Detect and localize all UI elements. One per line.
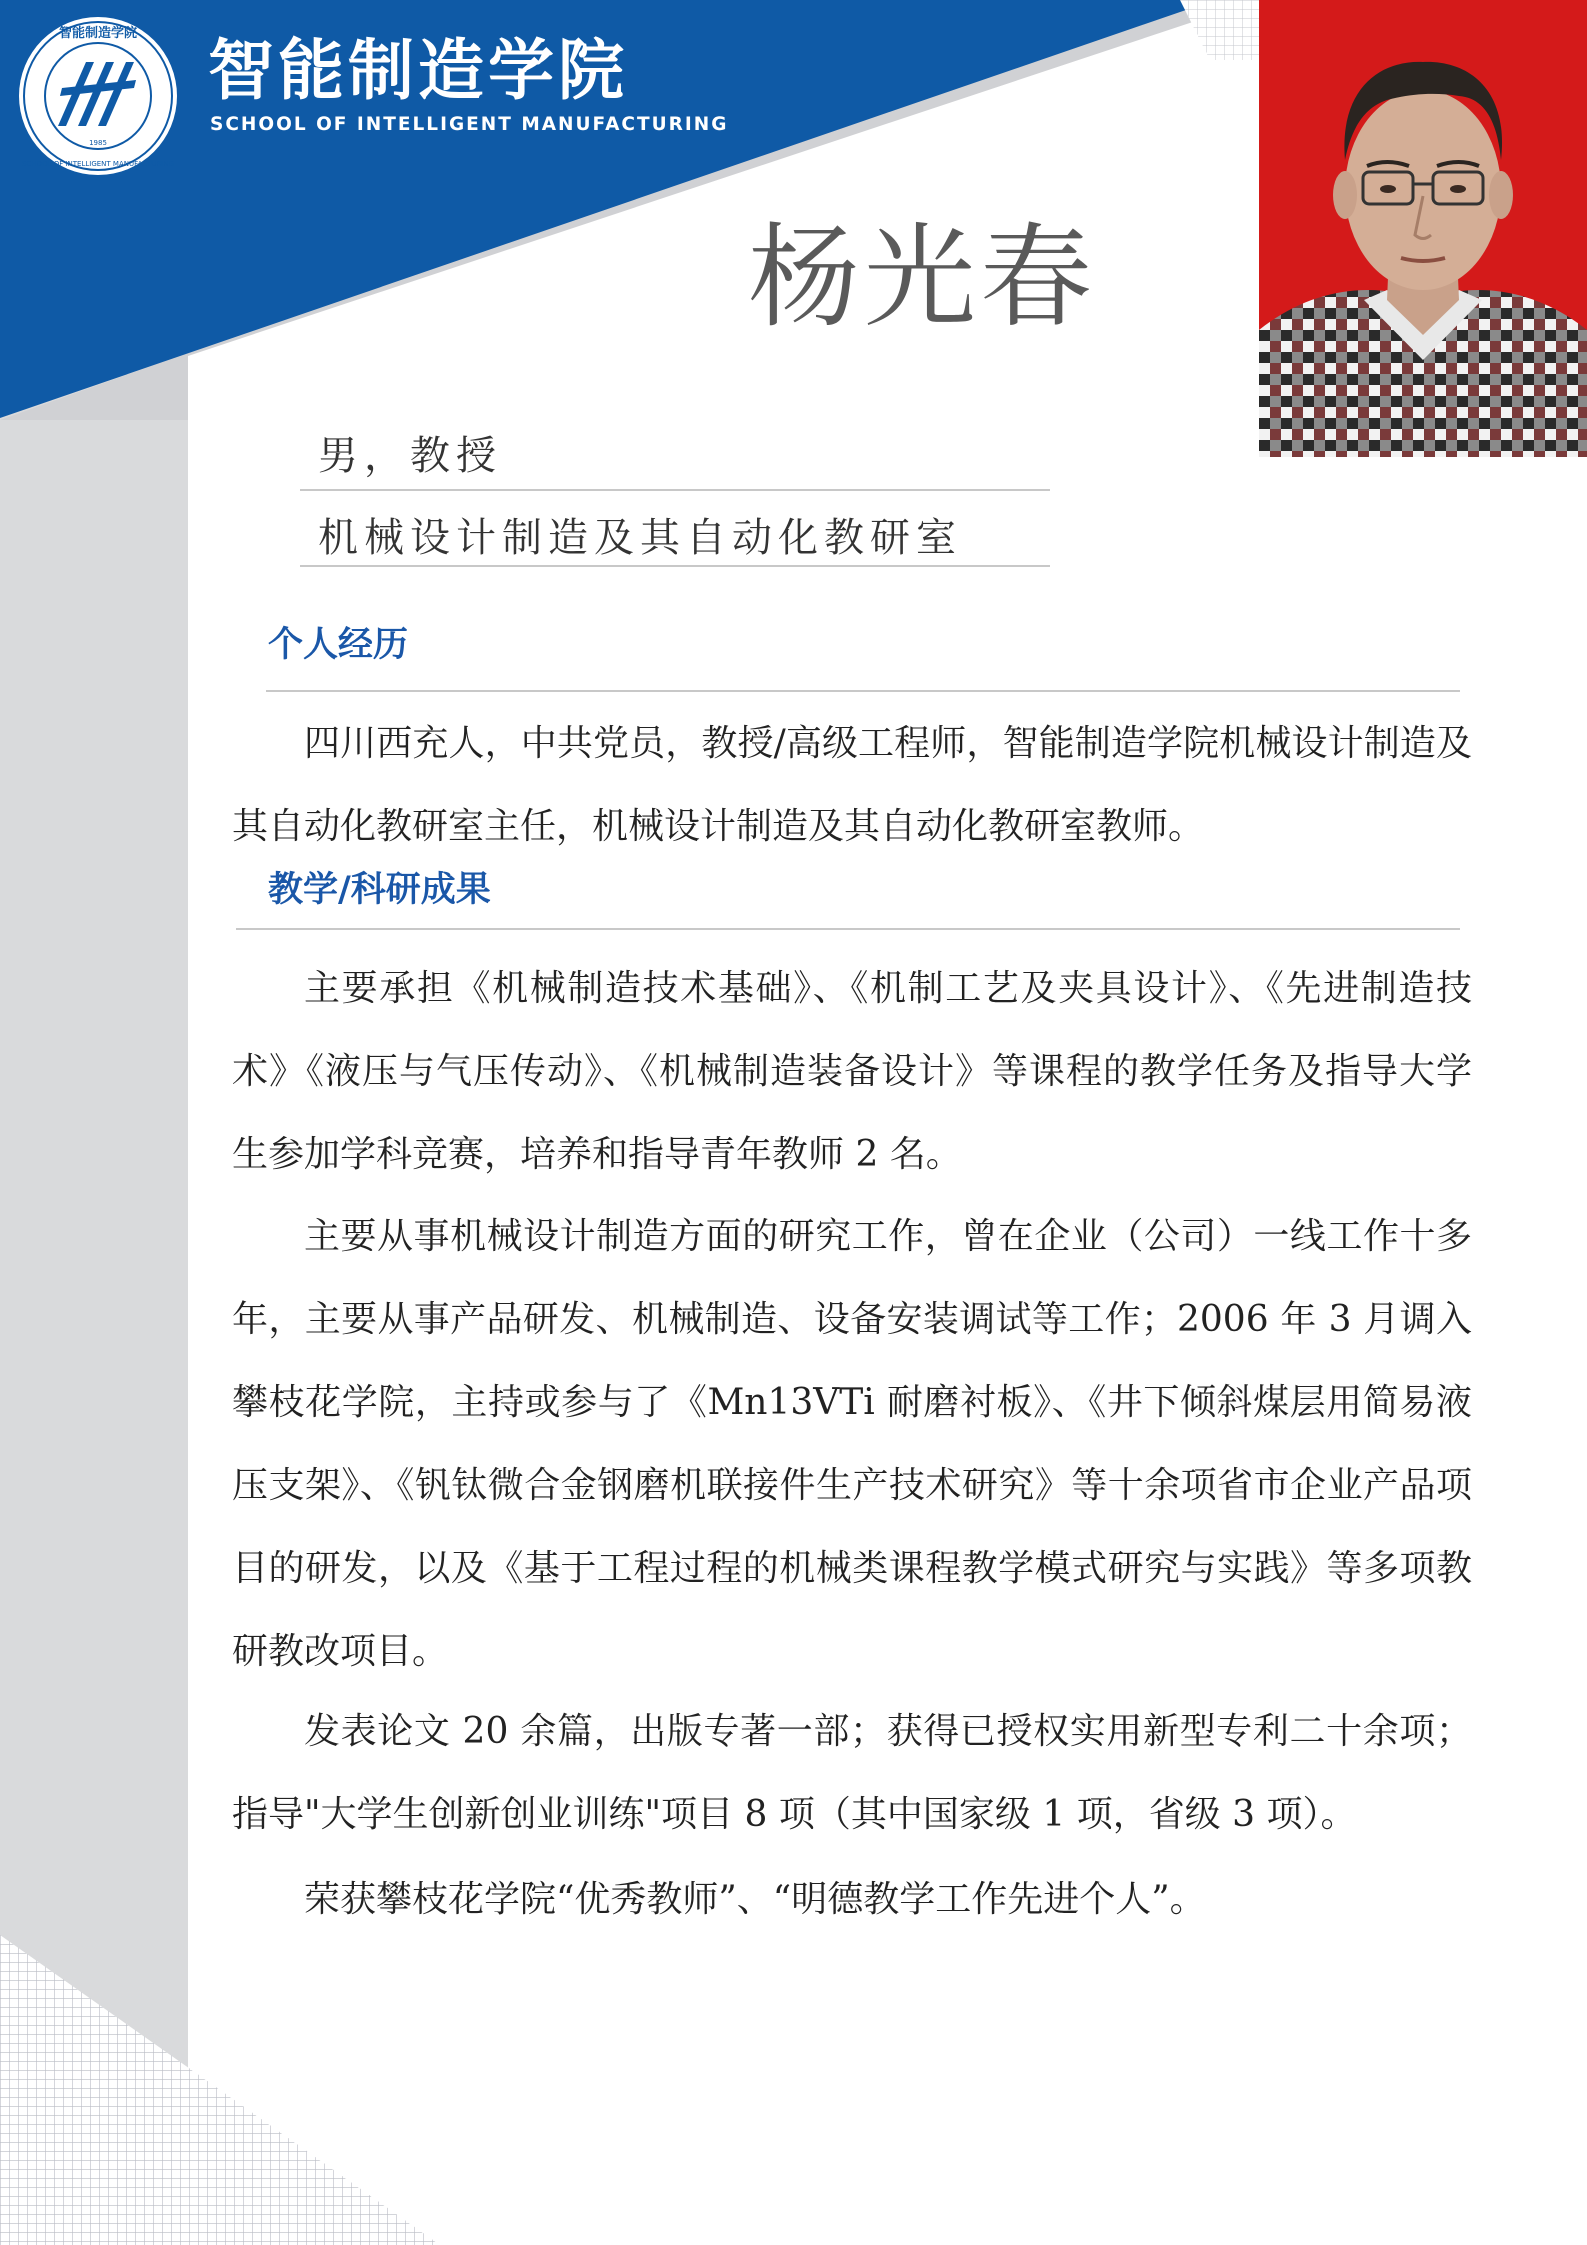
department: 机械设计制造及其自动化教研室 xyxy=(318,515,962,561)
experience-paragraph: 四川西充人，中共党员，教授/高级工程师，智能制造学院机械设计制造及其自动化教研室主任，机械设计制造及其自动化教研室教师。 xyxy=(232,723,1472,847)
grid-decoration-top xyxy=(1180,0,1259,60)
grid-decoration-bottom xyxy=(0,1935,440,2245)
logo-ring-text-top: 智能制造学院 xyxy=(58,26,138,41)
profile-photo xyxy=(1259,0,1587,457)
divider xyxy=(236,928,1460,930)
achievements-paragraph-teaching: 主要承担《机械制造技术基础》、《机制工艺及夹具设计》、《先进制造技术》《液压与气压传动》、《机械制造装备设计》等课程的教学任务及指导大学生参加学科竞赛，培养和指导青年教师 2 名。 xyxy=(232,968,1472,1175)
achievements-paragraph-honors: 荣获攀枝花学院“优秀教师”、“明德教学工作先进个人”。 xyxy=(304,1879,1206,1920)
achievements-paragraph-publications: 发表论文 20 余篇，出版专著一部；获得已授权实用新型专利二十余项；指导"大学生创新创业训练"项目 8 项（其中国家级 1 项，省级 3 项）。 xyxy=(232,1711,1472,1835)
achievements-paragraph-research: 主要从事机械设计制造方面的研究工作，曾在企业（公司）一线工作十多年，主要从事产品研发、机械制造、设备安装调试等工作；2006 年 3 月调入攀枝花学院，主持或参与了《Mn13VTi 耐磨衬板》、《井下倾斜煤层用简易液压支架》、《钒钛微合金钢磨机联接件生产技术研究》等十余项省市企业产品项目的研发，以及《基于工程过程的机械类课程教学模式研究与实践》等多项教研教改项目。 xyxy=(232,1216,1472,1672)
section-title-achievements: 教学/科研成果 xyxy=(268,870,491,910)
divider xyxy=(300,565,1050,567)
gender-title: 男，教授 xyxy=(318,433,502,479)
logo-year: 1985 xyxy=(89,139,107,147)
logo-ring-text-bottom: SCHOOL OF INTELLIGENT MANUFACTURING xyxy=(21,160,175,168)
person-name: 杨光春 xyxy=(748,213,1096,343)
school-name: 智能制造学院 xyxy=(208,32,628,109)
school-name-english: SCHOOL OF INTELLIGENT MANUFACTURING xyxy=(210,114,729,135)
section-title-experience: 个人经历 xyxy=(268,625,409,665)
school-logo xyxy=(16,14,180,178)
divider xyxy=(266,690,1460,692)
divider xyxy=(300,489,1050,491)
